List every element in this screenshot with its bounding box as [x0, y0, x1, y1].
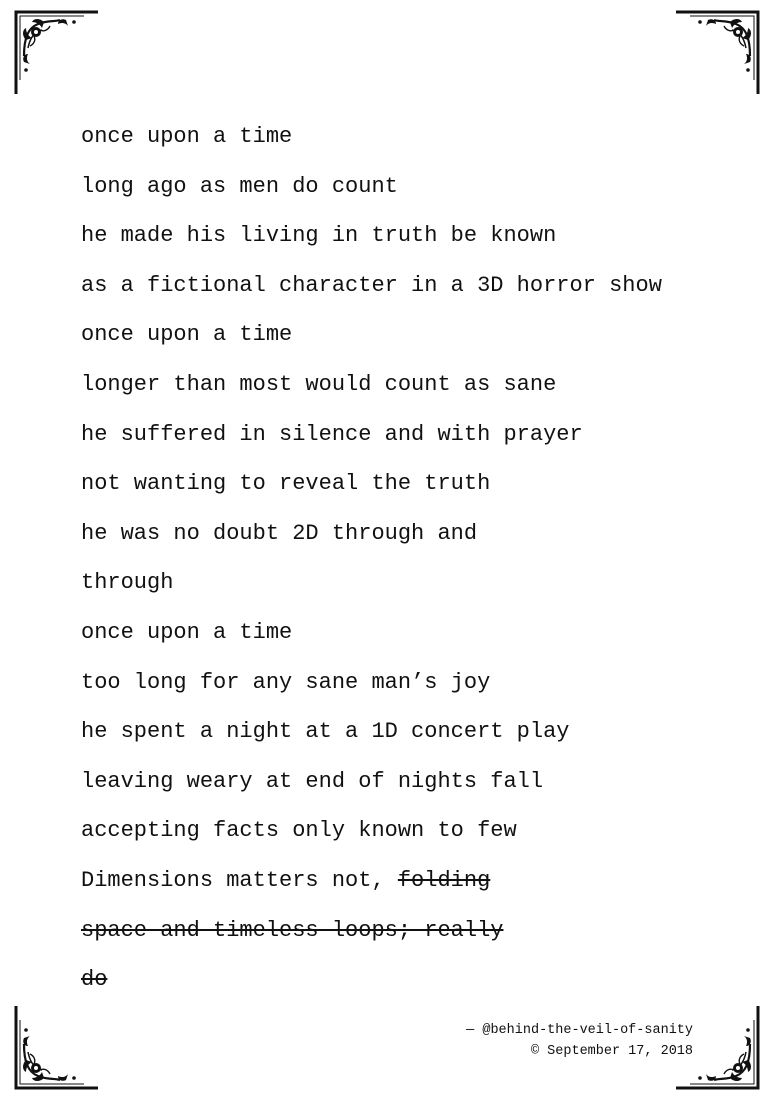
poem-line [81, 558, 741, 608]
signature-block [466, 1020, 693, 1062]
poem-line [81, 608, 741, 658]
author-handle: — @behind-the-veil-of-sanity [466, 1023, 693, 1038]
poem-line [81, 211, 741, 261]
poem-line-text: he spent a night at a 1D concert play [81, 719, 570, 745]
poem-line-text: longer than most would count as sane [81, 371, 557, 397]
poem-line-text: once upon a time [81, 619, 293, 645]
poem-line [81, 261, 741, 311]
poem-line [81, 410, 741, 460]
poem-line-text: once upon a time [81, 124, 293, 149]
poem-line-text: through [81, 570, 174, 596]
poem-line-text: too long for any sane man’s joy [81, 669, 491, 695]
poem-line-text: he made his living in truth be known [81, 223, 557, 249]
poem-line-text: he was no doubt 2D through and [81, 520, 478, 546]
poem-line-text: he suffered in silence and with prayer [81, 421, 583, 447]
poem-line-struck-text: folding [397, 867, 491, 893]
poem-line-text: as a fictional character in a 3D horror show [81, 272, 662, 298]
poem-line [81, 955, 741, 1005]
poem-line-text: accepting facts only known to few [81, 818, 517, 844]
poem-line [81, 360, 741, 410]
poem-line [81, 906, 741, 956]
poem-line [81, 112, 741, 162]
poem-line [81, 806, 741, 856]
poem-line-text: not wanting to reveal the truth [81, 471, 491, 497]
poem-line-text: once upon a time [81, 322, 293, 348]
poem-line [81, 310, 741, 360]
poem-line-text: long ago as men do count [81, 173, 398, 199]
poem-line [81, 459, 741, 509]
copyright-date: © September 17, 2018 [530, 1044, 693, 1059]
poem-line [81, 162, 741, 212]
ornament-corner-top-left-icon [14, 10, 100, 96]
poem-line-struck-text: space and timeless loops; really [81, 917, 504, 943]
poem-line [81, 757, 741, 807]
poem-line-text: leaving weary at end of nights fall [81, 768, 544, 794]
poem-line [81, 658, 741, 708]
poem-line [81, 509, 741, 559]
poem-line [81, 707, 741, 757]
ornament-corner-top-right-icon [674, 10, 760, 96]
poem-line-struck-text: do [81, 967, 108, 993]
poem-line-text: Dimensions matters not, [81, 867, 398, 893]
ornament-corner-bottom-left-icon [14, 1004, 100, 1090]
poem-body [81, 112, 741, 1005]
poem-line [81, 856, 741, 906]
